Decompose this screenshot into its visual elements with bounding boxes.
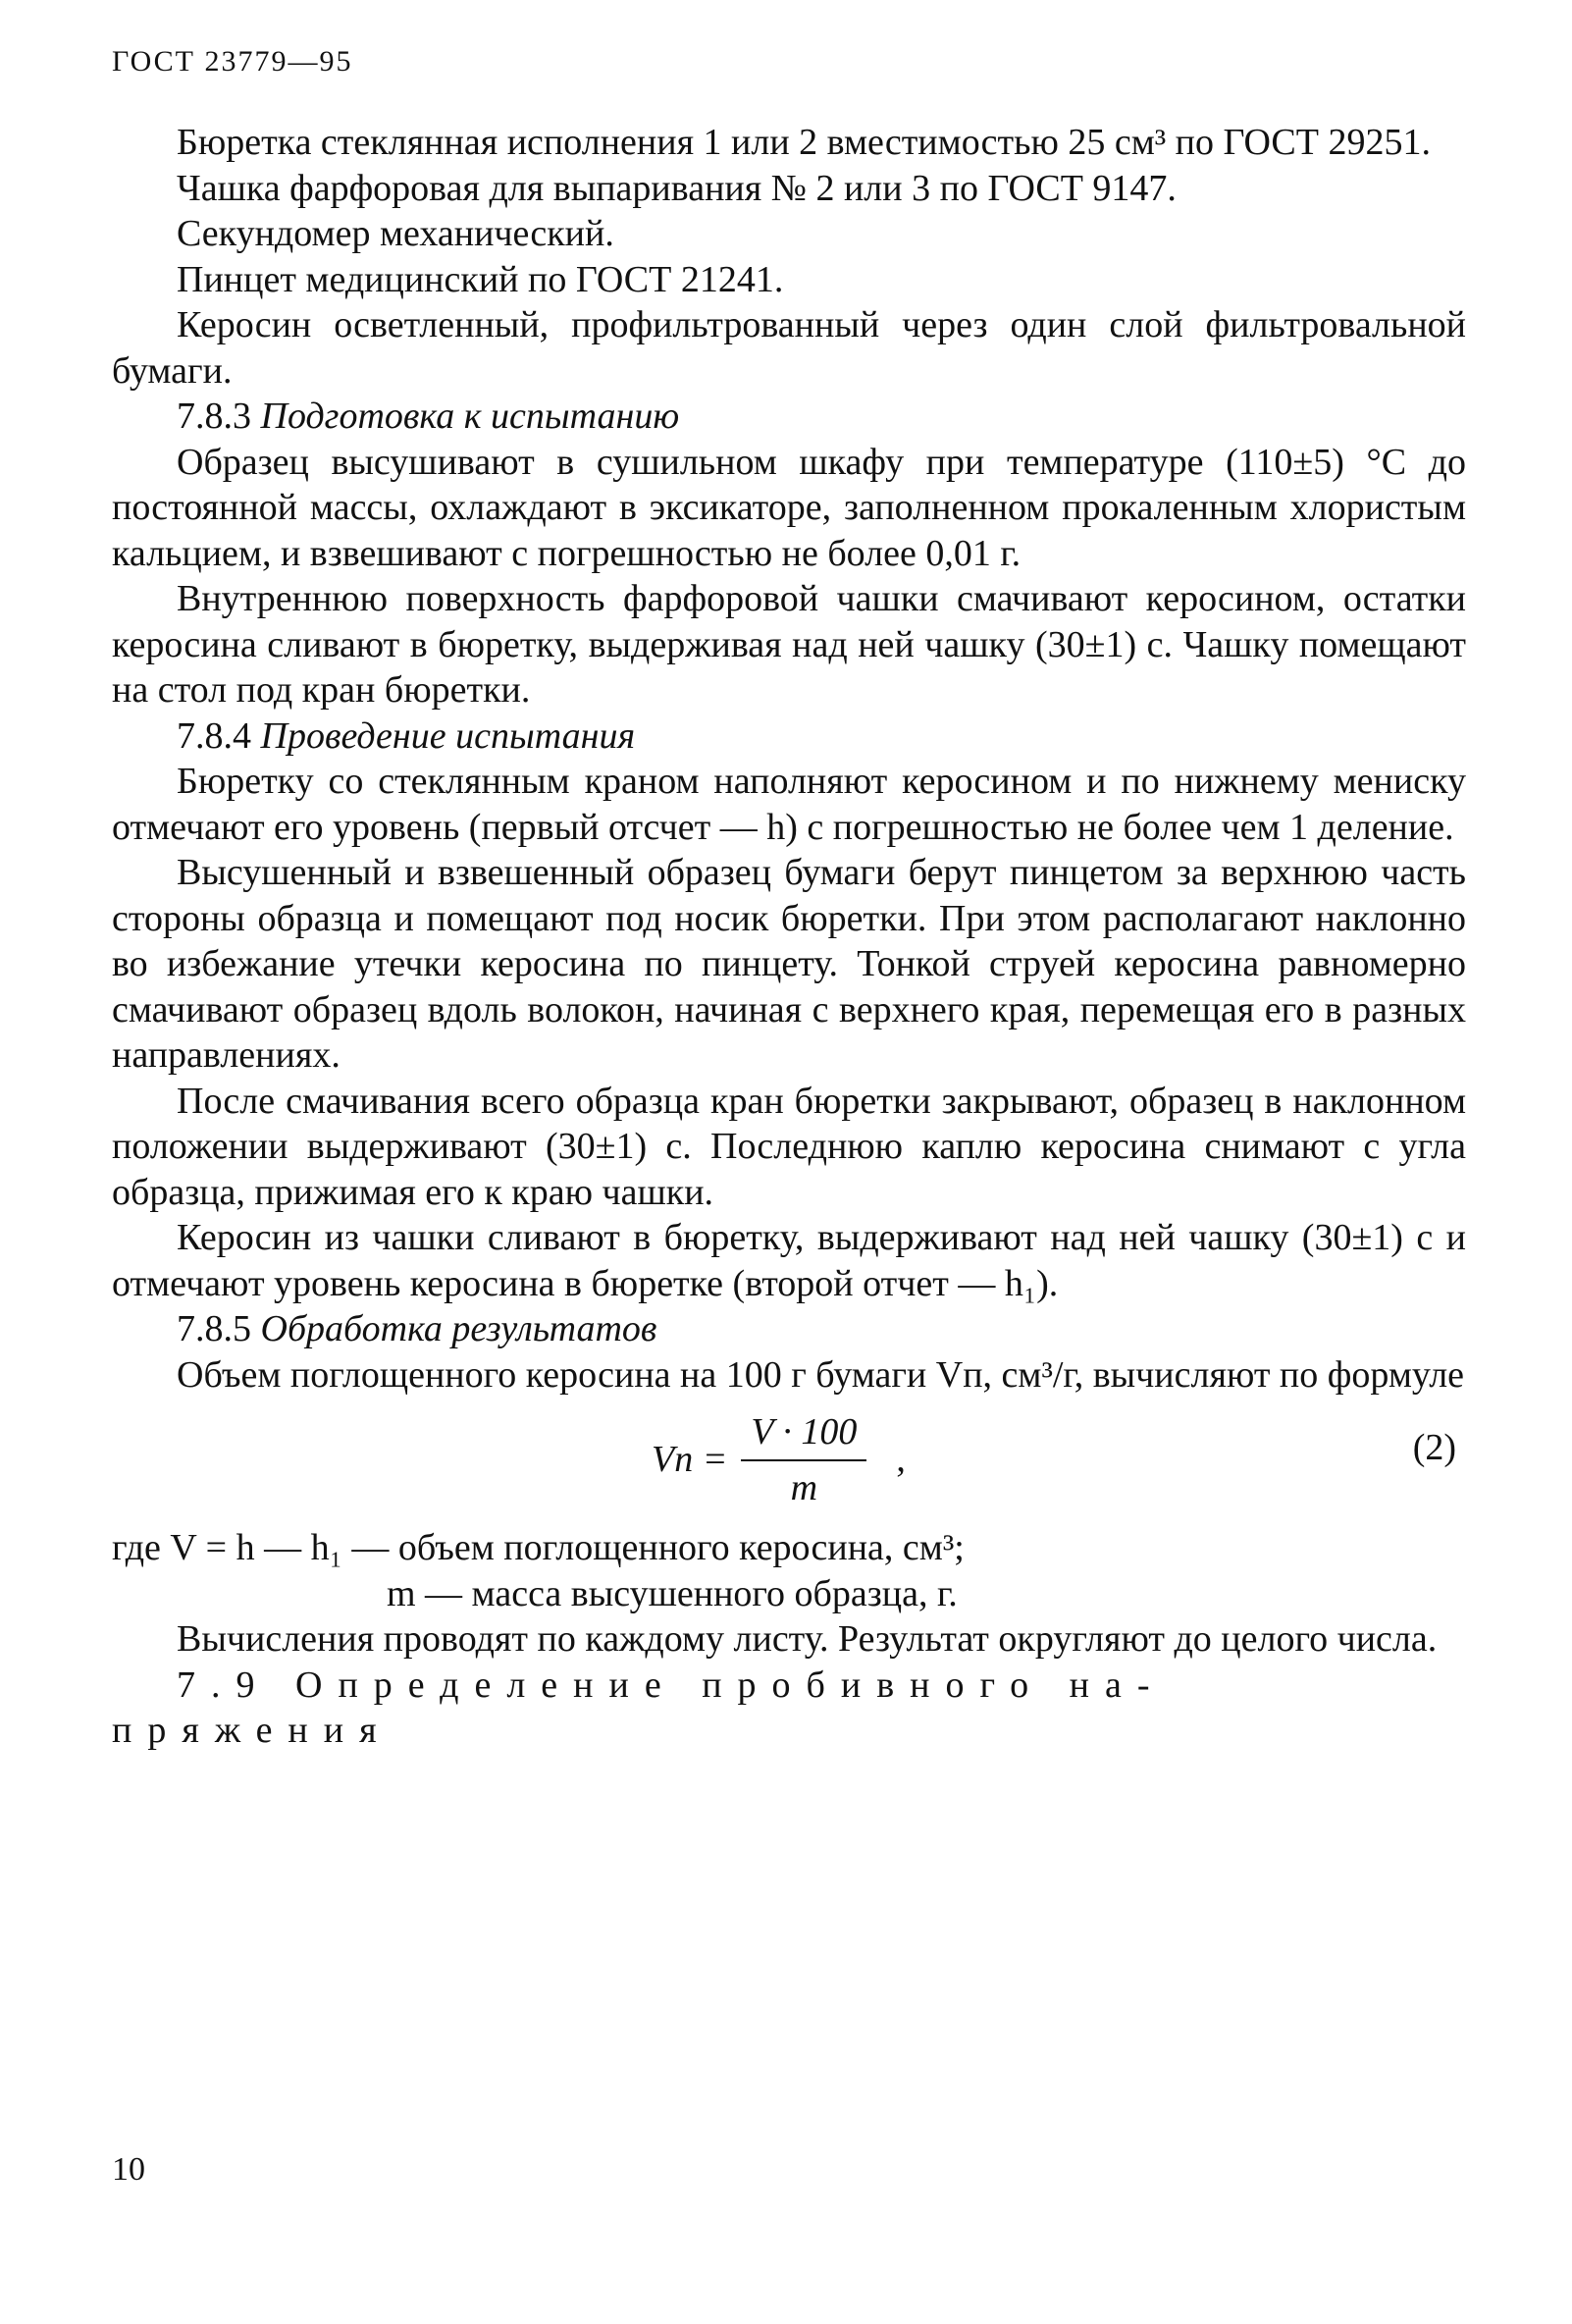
section-heading-7-9: 7.9 Определение пробивного на- <box>177 1664 1166 1706</box>
formula-legend-line: где V = h — h₁ — объем поглощенного керосина, см³; <box>112 1527 965 1568</box>
formula-lhs: Vп = <box>652 1439 728 1481</box>
section-heading-7-8-5 <box>112 1306 1466 1352</box>
paragraph: Объем поглощенного керосина на 100 г бумаги Vп, см³/г, вычисляют по формуле <box>177 1353 1465 1396</box>
paragraph: Секундомер механический. <box>177 213 614 254</box>
formula-comma: , <box>896 1439 906 1481</box>
paragraph: Вычисления проводят по каждому листу. Результат округляют до целого числа. <box>177 1618 1438 1660</box>
section-heading-7-8-4 <box>112 713 1466 760</box>
paragraph: Образец высушивают в сушильном шкафу при температуре (110±5) °С до постоянной массы, охлаждают в эксикаторе, заполненном прокаленным хлористым кальцием, и взвешивают с погрешностью не более 0,01 г. <box>112 441 1466 574</box>
section-title: Подготовка к испытанию <box>260 396 680 437</box>
equation-number: (2) <box>1412 1427 1456 1468</box>
paragraph: Бюретку со стеклянным краном наполняют керосином и по нижнему мениску отмечают его уровень (первый отсчет — h) с погрешностью не более чем 1 деление. <box>112 761 1466 848</box>
formula-denominator: m <box>790 1466 818 1508</box>
formula-numerator: V · 100 <box>741 1409 866 1461</box>
page-header: ГОСТ 23779—95 <box>112 45 353 78</box>
section-number: 7.8.5 <box>177 1308 251 1349</box>
section-heading-7-9-continued: пряжения <box>112 1710 393 1751</box>
formula-expression <box>652 1409 906 1510</box>
section-title: Проведение испытания <box>260 714 636 757</box>
formula-fraction <box>741 1409 866 1510</box>
paragraph: Керосин осветленный, профильтрованный через один слой фильтровальной бумаги. <box>112 304 1466 392</box>
paragraph: Бюретка стеклянная исполнения 1 или 2 вместимостью 25 см³ по ГОСТ 29251. <box>177 122 1431 163</box>
formula-legend-line: m — масса высушенного образца, г. <box>387 1572 958 1614</box>
paragraph: Пинцет медицинский по ГОСТ 21241. <box>177 258 784 300</box>
paragraph: Керосин из чашки сливают в бюретку, выдерживают над ней чашку (30±1) с и отмечают уровень керосина в бюретке (второй отчет — h₁). <box>112 1217 1466 1304</box>
paragraph: Чашка фарфоровая для выпаривания № 2 или 3 по ГОСТ 9147. <box>177 167 1177 209</box>
section-heading-7-8-3 <box>112 394 1466 440</box>
section-number: 7.8.4 <box>177 714 251 757</box>
page-number: 10 <box>112 2151 145 2188</box>
section-title: Обработка результатов <box>260 1308 657 1349</box>
page-body <box>112 120 1466 1754</box>
paragraph: Внутреннюю поверхность фарфоровой чашки смачивают керосином, остатки керосина сливают в бюретку, выдерживая над ней чашку (30±1) с. Чашку помещают на стол под кран бюретки. <box>112 578 1466 711</box>
section-number: 7.8.3 <box>177 396 251 437</box>
paragraph: Высушенный и взвешенный образец бумаги берут пинцетом за верхнюю часть стороны образца и помещают под носик бюретки. При этом располагают наклонно во избежание утечки керосина по пинцету. Тонкой струей керосина равномерно смачивают образец вдоль волокон, начиная с верхнего края, перемещая его в разных направлениях. <box>112 852 1466 1076</box>
paragraph: После смачивания всего образца кран бюретки закрывают, образец в наклонном положении выдерживают (30±1) с. Последнюю каплю керосина снимают с угла образца, прижимая его к краю чашки. <box>112 1080 1466 1213</box>
formula-2 <box>112 1403 1466 1521</box>
